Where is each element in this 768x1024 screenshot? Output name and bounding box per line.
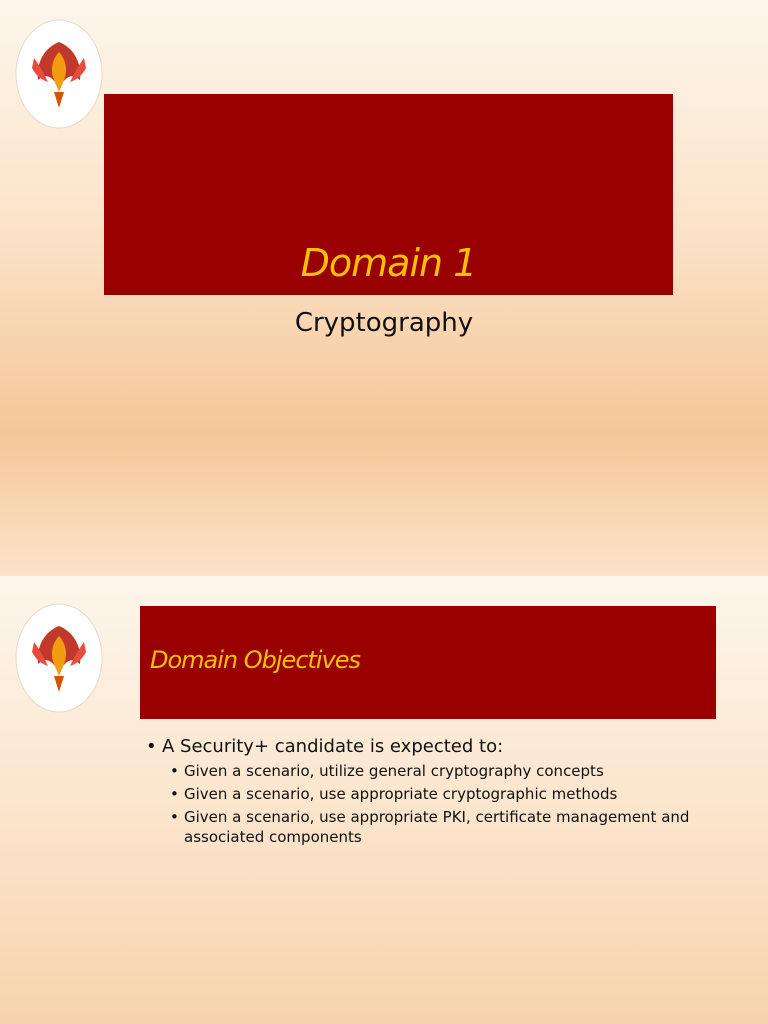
slide-subtitle: Cryptography: [294, 308, 474, 338]
bullet-text: A Security+ candidate is expected to:: [162, 736, 504, 757]
sub-bullet-list: [146, 761, 706, 847]
phoenix-emblem-icon: [14, 602, 104, 714]
bullet-dot: •: [170, 808, 179, 826]
slide-objectives: [0, 576, 768, 1024]
sub-bullet-text: Given a scenario, use appropriate cryptographic methods: [184, 785, 618, 803]
slide-title-text: Domain Objectives: [150, 646, 361, 674]
bullet-dot: •: [170, 785, 179, 803]
objectives-content: [146, 736, 706, 850]
title-banner: [104, 94, 673, 295]
bullet-main: [146, 736, 706, 757]
bullet-dot: •: [170, 762, 179, 780]
list-item: [170, 784, 706, 804]
sub-bullet-text: Given a scenario, use appropriate PKI, certificate management and associated components: [184, 808, 690, 846]
phoenix-emblem-icon: [14, 18, 104, 130]
bullet-dot: •: [146, 736, 157, 757]
title-banner: [140, 606, 716, 719]
slide-title-text: Domain 1: [300, 241, 477, 285]
sub-bullet-text: Given a scenario, utilize general cryptography concepts: [184, 762, 604, 780]
list-item: [170, 807, 706, 847]
list-item: [170, 761, 706, 781]
